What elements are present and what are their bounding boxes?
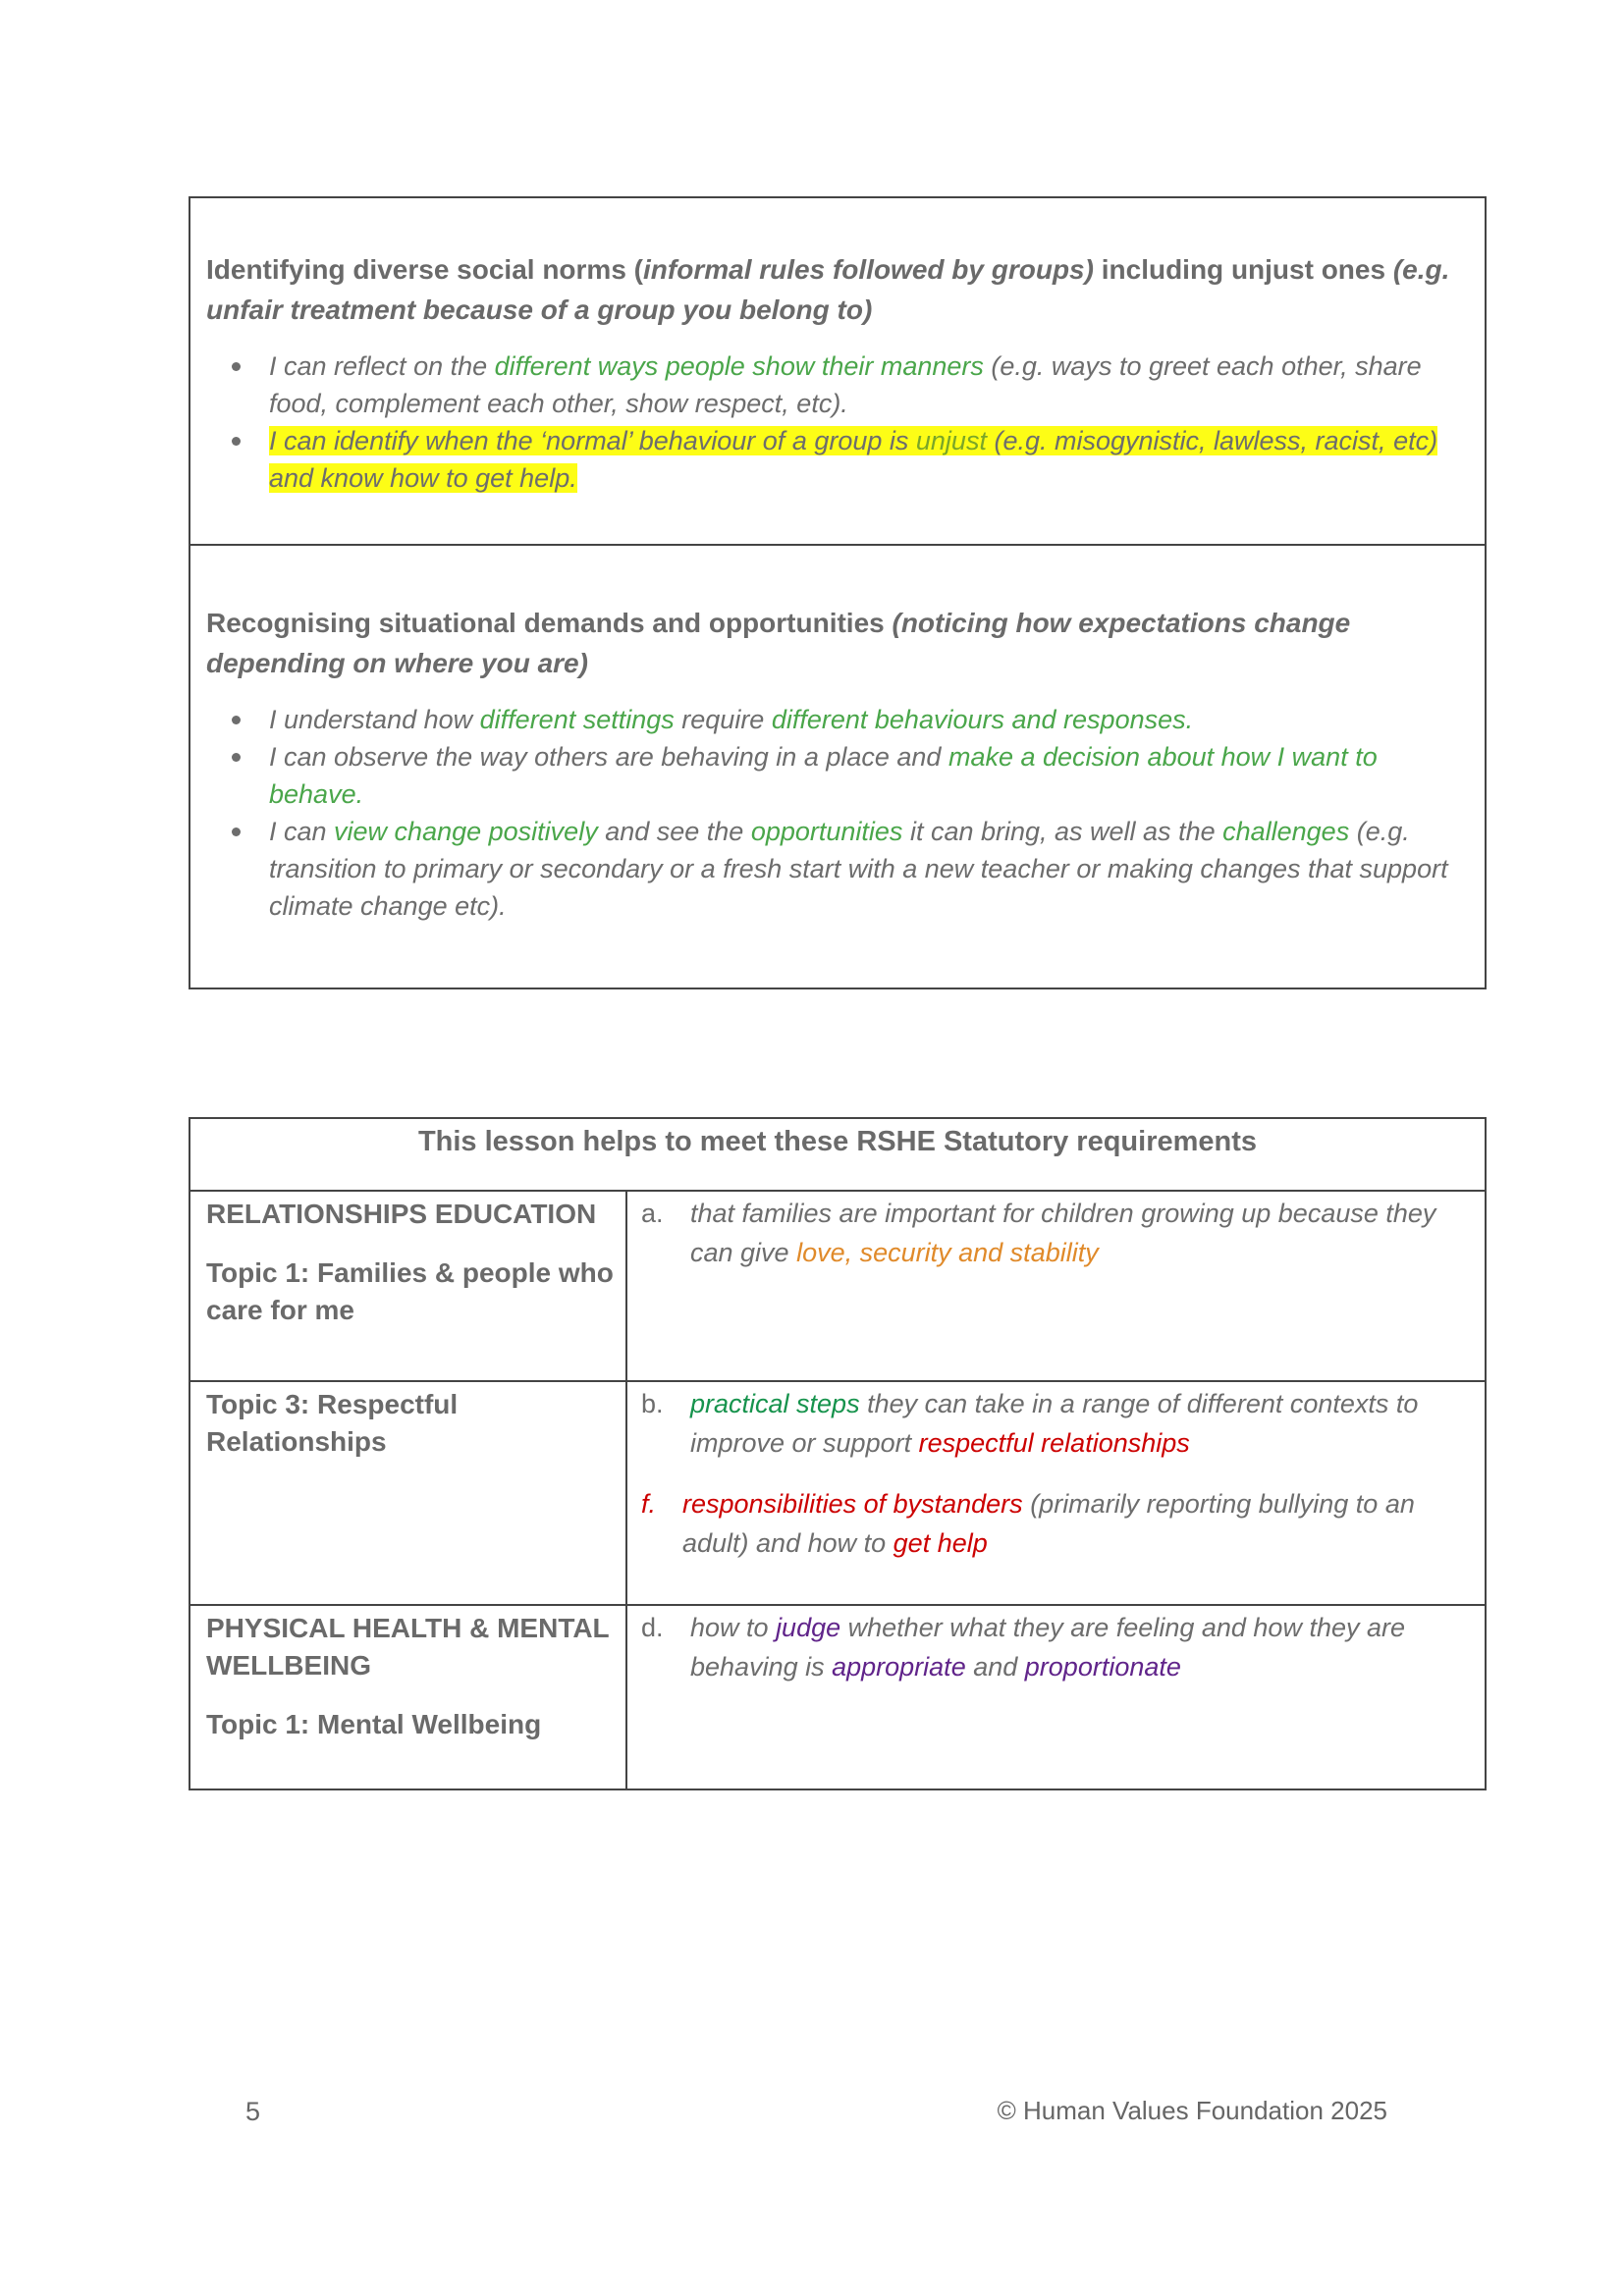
category-label: RELATIONSHIPS EDUCATION: [206, 1199, 597, 1229]
topic-label: Topic 1: Mental Wellbeing: [206, 1709, 542, 1739]
section-heading: Recognising situational demands and opportunities (noticing how expectations change depending on where you are): [206, 608, 1351, 678]
page-number: 5: [245, 2097, 261, 2126]
list-item-highlighted: I can identify when the ‘normal’ behaviour of a group is unjust (e.g. misogynistic, lawless, racist, etc) and know how to get help.: [269, 422, 1465, 497]
category-label: PHYSICAL HEALTH & MENTAL WELLBEING: [206, 1613, 610, 1681]
requirement-item: f. responsibilities of bystanders (primarily reporting bullying to an adult) and how to get help: [641, 1489, 1415, 1558]
table-cell-right: [627, 1382, 1485, 1604]
list-item: I understand how different settings require different behaviours and responses.: [269, 701, 1465, 738]
table-cell-left: [190, 1606, 627, 1789]
list-item: I can observe the way others are behaving in a place and make a decision about how I want to behave.: [269, 738, 1465, 813]
list-item: I can view change positively and see the opportunities it can bring, as well as the challenges (e.g. transition to primary or secondary or a fresh start with a new teacher or making changes that support climate change etc).: [269, 813, 1465, 925]
requirement-item: b. practical steps they can take in a range of different contexts to improve or support respectful relationships: [641, 1389, 1419, 1458]
requirement-item: d. how to judge whether what they are feeling and how they are behaving is appropriate and proportionate: [641, 1613, 1405, 1682]
table-title: This lesson helps to meet these RSHE Statutory requirements: [190, 1119, 1485, 1192]
table-row: [190, 1606, 1485, 1789]
table-cell-left: [190, 1192, 627, 1380]
topic-label: Topic 1: Families & people who care for me: [206, 1257, 614, 1325]
objective-section-social-norms: [190, 198, 1485, 544]
rshe-requirements-table: [189, 1117, 1487, 1790]
section-heading: Identifying diverse social norms (informal rules followed by groups) including unjust ones (e.g. unfair treatment because of a group you belong to): [206, 254, 1450, 325]
list-item: I can reflect on the different ways people show their manners (e.g. ways to greet each other, share food, complement each other, show respect, etc).: [269, 347, 1465, 422]
table-row: [190, 1192, 1485, 1382]
table-cell-right: [627, 1192, 1485, 1380]
table-cell-left: [190, 1382, 627, 1604]
bullet-list: [206, 701, 1465, 925]
bullet-list: [206, 347, 1465, 497]
learning-objectives-box: [189, 196, 1487, 989]
table-row: [190, 1382, 1485, 1606]
copyright-notice: © Human Values Foundation 2025: [997, 2096, 1387, 2125]
objective-section-situational-demands: [190, 544, 1485, 988]
requirement-item: a. that families are important for children growing up because they can give love, security and stability: [641, 1199, 1436, 1267]
table-cell-right: [627, 1606, 1485, 1789]
topic-label: Topic 3: Respectful Relationships: [206, 1389, 459, 1457]
